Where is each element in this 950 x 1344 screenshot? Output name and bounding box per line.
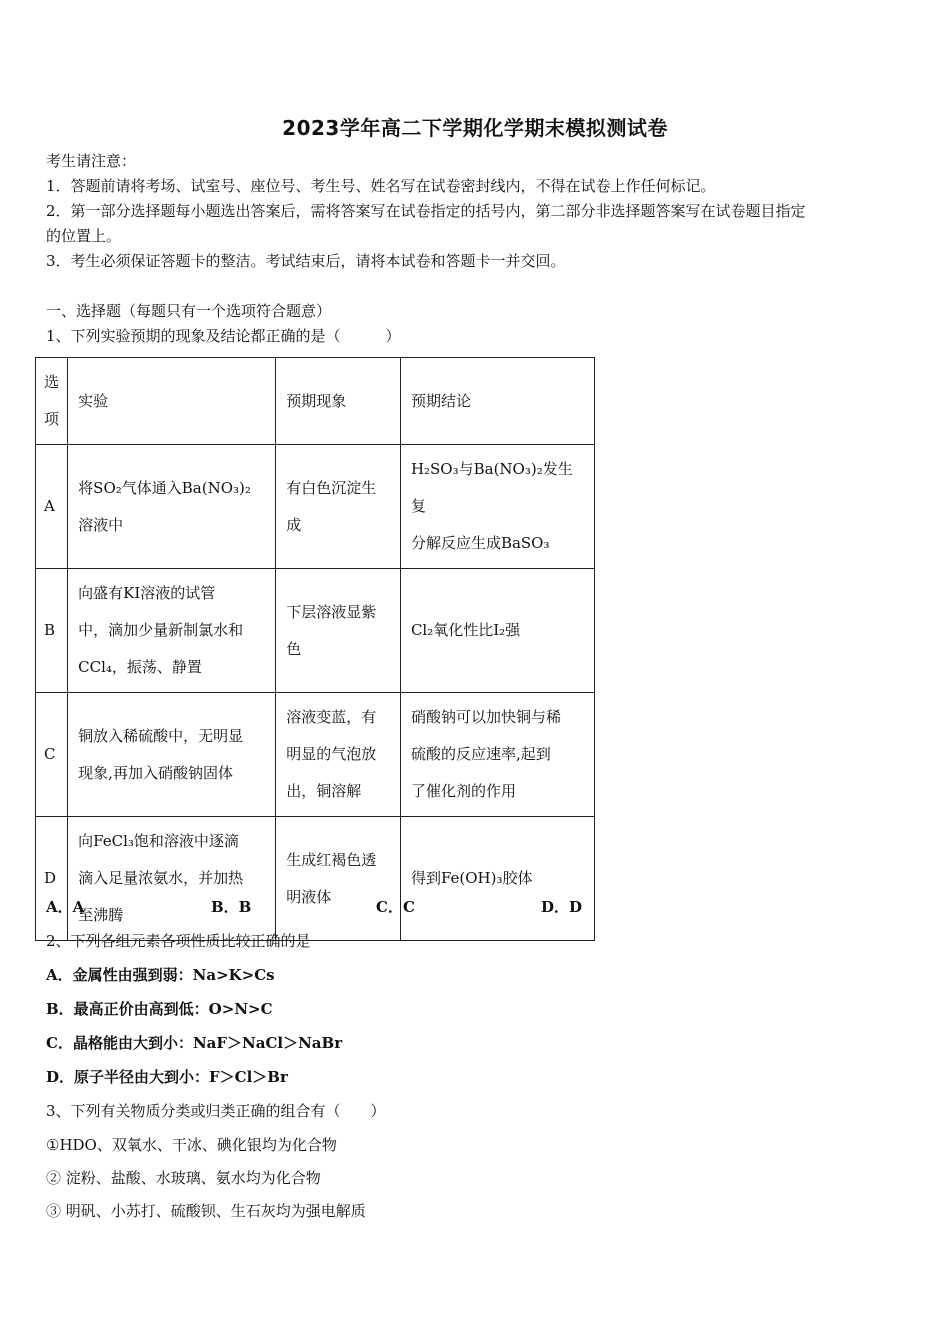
question-3-stem: 3、下列有关物质分类或归类正确的组合有（ ） [46, 1102, 386, 1120]
cell-line: H₂SO₃与Ba(NO₃)₂发生复 [410, 460, 573, 515]
cell-line: CCl₄，振荡、静置 [78, 658, 202, 676]
question-1-table [35, 357, 595, 941]
table-row [36, 569, 595, 693]
question-3-item: ③ 明矾、小苏打、硫酸钡、生石灰均为强电解质 [46, 1202, 366, 1220]
option-c[interactable]: C．晶格能由大到小：NaF＞NaCl＞NaBr [46, 1034, 343, 1052]
row-phenomenon [276, 569, 401, 693]
cell-line: Cl₂氧化性比I₂强 [410, 621, 521, 639]
row-conclusion [400, 817, 594, 941]
option-a[interactable]: A．金属性由强到弱：Na>K>Cs [46, 966, 275, 984]
row-experiment [68, 445, 276, 569]
section-title: 一、选择题（每题只有一个选项符合题意） [46, 302, 332, 320]
cell-line: 将SO₂气体通入Ba(NO₃)₂ [78, 478, 251, 497]
cell-line: 向FeCl₃饱和溶液中逐滴 [78, 832, 239, 850]
page-title: 2023学年高二下学期化学期末模拟测试卷 [282, 116, 668, 140]
row-phenomenon [276, 445, 401, 569]
cell-line: 成 [286, 515, 302, 534]
row-phenomenon [276, 693, 401, 817]
cell-line: 中，滴加少量新制氯水和 [78, 621, 244, 639]
row-conclusion [400, 693, 594, 817]
row-option: D [36, 817, 68, 941]
cell-line: 向盛有KI溶液的试管 [78, 584, 216, 602]
table-header-row [36, 358, 595, 445]
table-row [36, 445, 595, 569]
cell-line: 硝酸钠可以加快铜与稀 [410, 708, 561, 726]
cell-line: 现象,再加入硝酸钠固体 [78, 763, 233, 782]
option-c[interactable]: C．C [376, 898, 415, 916]
table-row [36, 693, 595, 817]
cell-line: 溶液变蓝，有 [286, 708, 377, 726]
cell-line: 溶液中 [78, 515, 124, 534]
cell-line: 至沸腾 [78, 906, 124, 924]
option-a[interactable]: A．A [46, 898, 85, 916]
cell-line: 色 [286, 639, 302, 658]
header-phenomenon: 预期现象 [276, 358, 401, 445]
cell-line: 铜放入稀硫酸中，无明显 [78, 726, 244, 745]
question-3-item: ② 淀粉、盐酸、水玻璃、氨水均为化合物 [46, 1169, 321, 1187]
option-b[interactable]: B．B [211, 898, 252, 916]
row-experiment [68, 693, 276, 817]
question-1-options [46, 896, 606, 918]
row-experiment [68, 817, 276, 941]
row-option: A [36, 445, 68, 569]
notice-item: 3．考生必须保证答题卡的整洁。考试结束后，请将本试卷和答题卡一并交回。 [46, 252, 566, 270]
header-option [36, 358, 68, 445]
cell-line: 滴入足量浓氨水，并加热 [78, 869, 244, 887]
cell-line: 有白色沉淀生 [286, 478, 377, 497]
table-row [36, 817, 595, 941]
row-conclusion [400, 445, 594, 569]
cell-line: 得到Fe(OH)₃胶体 [410, 869, 533, 887]
question-1-stem: 1、下列实验预期的现象及结论都正确的是（ ） [46, 327, 401, 345]
option-d[interactable]: D．D [541, 898, 583, 916]
notice-item: 2．第一部分选择题每小题选出答案后，需将答案写在试卷指定的括号内，第二部分非选择题答案写在试卷题目指定 [46, 202, 806, 220]
row-phenomenon [276, 817, 401, 941]
question-3-item: ①HDO、双氧水、干冰、碘化银均为化合物 [46, 1136, 337, 1154]
cell-line: 明液体 [286, 887, 332, 906]
option-b[interactable]: B．最高正价由高到低：O>N>C [46, 1000, 273, 1018]
header-option-line: 项 [44, 410, 60, 428]
notice-heading: 考生请注意： [46, 152, 137, 170]
row-conclusion [400, 569, 594, 693]
notice-item: 的位置上。 [46, 227, 122, 245]
row-option: B [36, 569, 68, 693]
option-d[interactable]: D．原子半径由大到小：F＞Cl＞Br [46, 1068, 288, 1086]
notice-item: 1．答题前请将考场、试室号、座位号、考生号、姓名写在试卷密封线内，不得在试卷上作任何标记。 [46, 177, 716, 195]
cell-line: 了催化剂的作用 [410, 782, 516, 800]
cell-line: 明显的气泡放 [286, 745, 377, 763]
question-2-stem: 2、下列各组元素各项性质比较正确的是 [46, 932, 311, 950]
cell-line: 下层溶液显紫 [286, 602, 377, 621]
row-option: C [36, 693, 68, 817]
header-option-line: 选 [44, 373, 60, 391]
cell-line: 分解反应生成BaSO₃ [410, 534, 550, 552]
cell-line: 出，铜溶解 [286, 782, 362, 800]
cell-line: 硫酸的反应速率,起到 [410, 745, 551, 763]
header-conclusion: 预期结论 [400, 358, 594, 445]
cell-line: 生成红褐色透 [286, 850, 377, 869]
header-experiment: 实验 [68, 358, 276, 445]
row-experiment [68, 569, 276, 693]
